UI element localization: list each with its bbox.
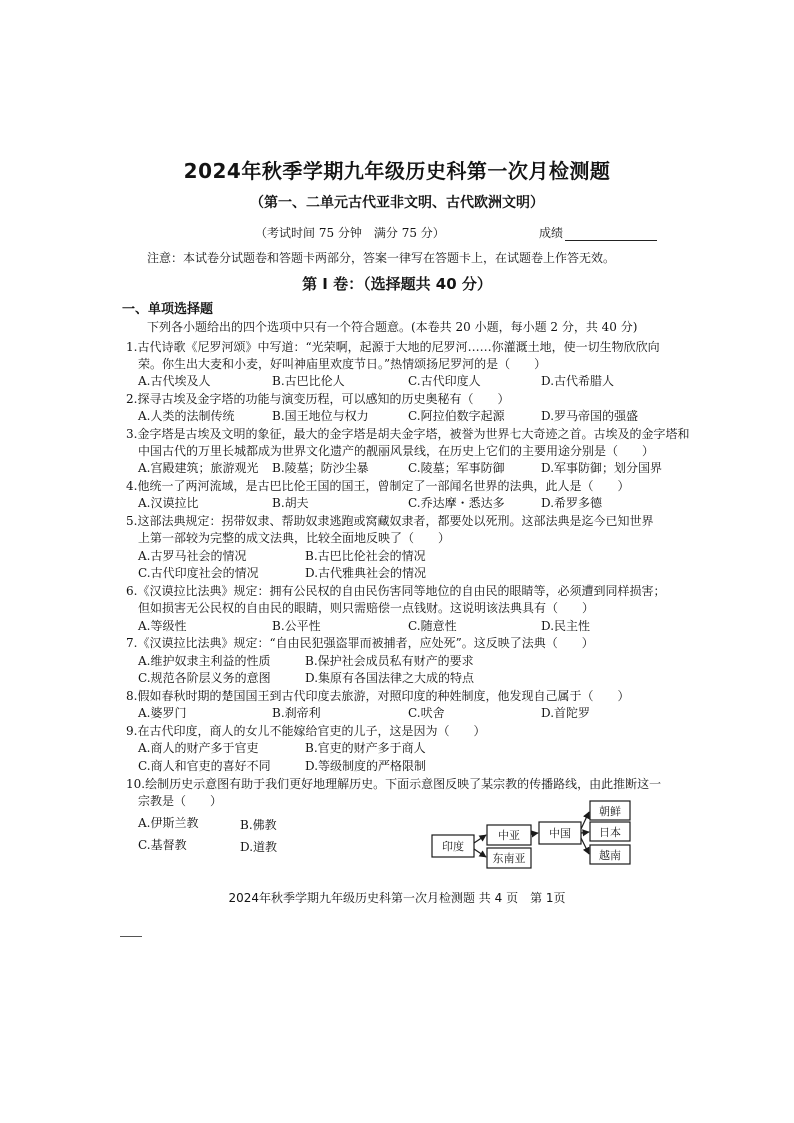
scan-mark (120, 936, 142, 937)
question-3-option-a: A.宫殿建筑；旅游观光 (138, 461, 259, 475)
question-5-option-b: B.古巴比伦社会的情况 (305, 549, 426, 563)
node-southeast-asia: 东南亚 (492, 852, 526, 865)
question-8-option-c: C.吠舍 (408, 706, 445, 720)
question-4-option-b: B.胡夫 (272, 496, 309, 510)
question-10-line-1: 10.绘制历史示意图有助于我们更好地理解历史。下面示意图反映了某宗教的传播路线，由此推断这一 (126, 777, 662, 791)
question-5-line-1: 5.这部法典规定：拐带奴隶、帮助奴隶逃跑或窝藏奴隶者，都要处以死刑。这部法典是迄今已知世界 (126, 514, 654, 528)
question-8-option-d: D.首陀罗 (541, 706, 591, 720)
question-5-option-c: C.古代印度社会的情况 (138, 566, 259, 580)
page-footer: 2024年秋季学期九年级历史科第一次月检测题 共 4 页 第 1页 (228, 891, 566, 905)
question-6-option-d: D.民主性 (541, 619, 591, 633)
question-9-option-d: D.等级制度的严格限制 (305, 759, 427, 773)
question-6-option-a: A.等级性 (138, 619, 187, 633)
node-central-asia: 中亚 (498, 829, 520, 842)
question-1-option-b: B.古巴比伦人 (272, 374, 345, 388)
question-4-line-1: 4.他统一了两河流域，是古巴比伦王国的国王，曾制定了一部闻名世界的法典，此人是（ ） (126, 479, 630, 493)
question-5-option-a: A.古罗马社会的情况 (138, 549, 247, 563)
arrow-central-asia-china (531, 833, 538, 834)
question-1-line-1: 1.古代诗歌《尼罗河颂》中写道：“光荣啊，起源于大地的尼罗河……你灌溉土地，使一切生物欣欣向 (126, 340, 660, 354)
question-9-option-b: B.官吏的财产多于商人 (305, 741, 426, 755)
question-3-line-1: 3.金字塔是古埃及文明的象征，最大的金字塔是胡夫金字塔，被誉为世界七大奇迹之首。古埃及的金字塔和 (126, 427, 690, 441)
question-7-option-d: D.集原有各国法律之大成的特点 (305, 671, 475, 685)
question-7-option-a: A.维护奴隶主利益的性质 (138, 654, 271, 668)
node-box-central-asia (487, 825, 531, 845)
question-10-line-2: 宗教是（ ） (126, 794, 223, 808)
arrow-china-vietnam (581, 838, 589, 854)
question-2-option-d: D.罗马帝国的强盛 (541, 409, 639, 423)
question-6-option-b: B.公平性 (272, 619, 321, 633)
question-7-line-1: 7.《汉谟拉比法典》规定：“自由民犯强盗罪而被捕者，应处死”。这反映了法典（ ） (126, 636, 594, 650)
question-7-option-c: C.规范各阶层义务的意图 (138, 671, 271, 685)
score-blank (565, 228, 657, 241)
node-box-china (539, 822, 581, 844)
node-india: 印度 (442, 840, 464, 853)
question-3-option-d: D.军事防御；划分国界 (541, 461, 663, 475)
question-5-line-2: 上第一部较为完整的成文法典，比较全面地反映了（ ） (126, 531, 451, 545)
question-10-option-c: C.基督教 (138, 838, 187, 852)
question-3-option-c: C.陵墓；军事防御 (408, 461, 505, 475)
score-label: 成绩 (539, 226, 564, 240)
node-box-india (432, 835, 474, 857)
exam-subtitle: （第一、二单元古代亚非文明、古代欧洲文明） (250, 195, 544, 211)
question-8-option-b: B.刹帝利 (272, 706, 321, 720)
question-6-option-c: C.随意性 (408, 619, 457, 633)
question-2-line-1: 2.探寻古埃及金字塔的功能与演变历程，可以感知的历史奥秘有（ ） (126, 392, 510, 406)
exam-notice: 注意：本试卷分试题卷和答题卡两部分，答案一律写在答题卡上，在试题卷上作答无效。 (147, 251, 616, 265)
question-1-line-2: 荣。你生出大麦和小麦，好叫神庙里欢度节日。”热情颂扬尼罗河的是（ ） (126, 357, 547, 371)
question-6-line-2: 但如损害无公民权的自由民的眼睛，则只需赔偿一点钱财。这说明该法典具有（ ） (126, 601, 595, 615)
node-box-korea (590, 801, 630, 820)
arrow-india-southeast-asia (474, 849, 486, 857)
node-china: 中国 (549, 827, 571, 840)
question-1-option-c: C.古代印度人 (408, 374, 481, 388)
part-heading: 一、单项选择题 (122, 302, 214, 317)
question-3-option-b: B.陵墓；防沙尘暴 (272, 461, 369, 475)
question-4-option-a: A.汉谟拉比 (138, 496, 199, 510)
question-2-option-b: B.国王地位与权力 (272, 409, 369, 423)
arrow-india-central-asia (474, 835, 486, 843)
question-10-option-d: D.道教 (240, 840, 278, 854)
question-8-line-1: 8.假如春秋时期的楚国国王到古代印度去旅游，对照印度的种姓制度，他发现自己属于（ ） (126, 689, 630, 703)
part-instructions: 下列各小题给出的四个选项中只有一个符合题意。(本卷共 20 小题，每小题 2 分，共 40 分) (147, 320, 638, 334)
question-7-option-b: B.保护社会成员私有财产的要求 (305, 654, 474, 668)
question-8-option-a: A.婆罗门 (138, 706, 187, 720)
arrow-china-japan (581, 832, 589, 833)
score-field (539, 224, 657, 241)
question-4-option-c: C.乔达摩・悉达多 (408, 496, 505, 510)
question-6-line-1: 6.《汉谟拉比法典》规定：拥有公民权的自由民伤害同等地位的自由民的眼睛等，必须遭到同样损害； (126, 584, 666, 598)
question-2-option-c: C.阿拉伯数字起源 (408, 409, 505, 423)
node-vietnam: 越南 (599, 849, 621, 862)
question-2-option-a: A.人类的法制传统 (138, 409, 235, 423)
question-1-option-a: A.古代埃及人 (138, 374, 211, 388)
question-9-option-c: C.商人和官吏的喜好不同 (138, 759, 271, 773)
question-3-line-2: 中国古代的万里长城都成为世界文化遗产的靓丽风景线，在历史上它们的主要用途分别是（ ） (126, 444, 655, 458)
question-9-option-a: A.商人的财产多于官吏 (138, 741, 259, 755)
exam-time-info: （考试时间 75 分钟 满分 75 分） (255, 226, 445, 240)
exam-title: 2024年秋季学期九年级历史科第一次月检测题 (183, 159, 611, 183)
arrow-china-korea (581, 812, 589, 829)
question-10-option-b: B.佛教 (240, 818, 277, 832)
question-9-line-1: 9.在古代印度，商人的女儿不能嫁给官吏的儿子，这是因为（ ） (126, 724, 486, 738)
question-1-option-d: D.古代希腊人 (541, 374, 615, 388)
node-box-southeast-asia (487, 848, 531, 868)
node-japan: 日本 (599, 826, 621, 839)
question-5-option-d: D.古代雅典社会的情况 (305, 566, 427, 580)
question-10-option-a: A.伊斯兰教 (138, 816, 199, 830)
node-korea: 朝鲜 (599, 805, 621, 818)
question-4-option-d: D.希罗多德 (541, 496, 603, 510)
node-box-japan (590, 822, 630, 841)
node-box-vietnam (590, 845, 630, 864)
section-title: 第 I 卷：（选择题共 40 分） (302, 275, 492, 293)
